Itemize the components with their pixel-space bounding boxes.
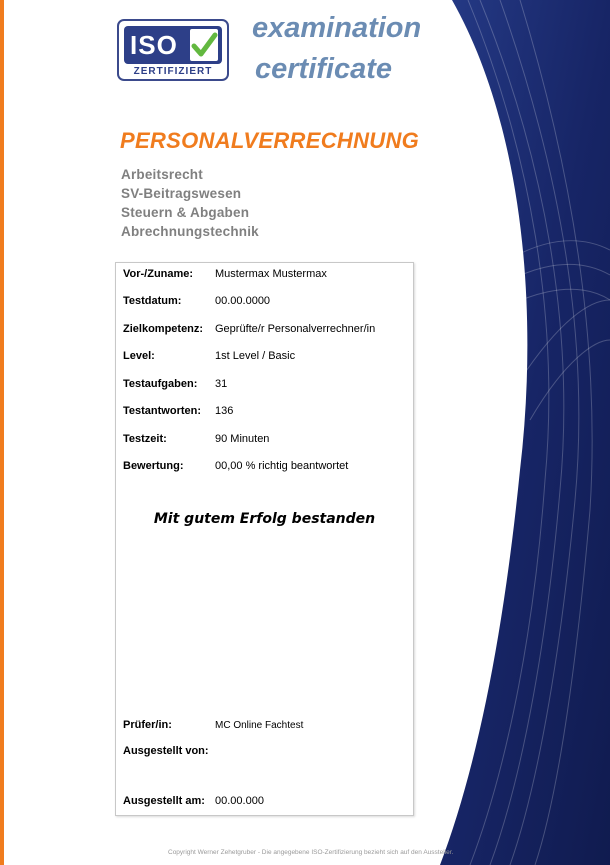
- detail-value: 136: [215, 405, 234, 417]
- topic-list: [121, 165, 259, 241]
- detail-label: Level:: [123, 350, 155, 362]
- signoff-value: 00.00.000: [215, 795, 264, 807]
- detail-value: 00,00 % richtig beantwortet: [215, 460, 349, 472]
- certificate-heading-line2: certificate: [255, 53, 393, 85]
- detail-value: 1st Level / Basic: [215, 350, 296, 362]
- topic-item: Steuern & Abgaben: [121, 205, 250, 220]
- detail-value: Geprüfte/r Personalverrechner/in: [215, 323, 376, 335]
- subject-title: PERSONALVERRECHNUNG: [120, 128, 420, 153]
- iso-certified-logo: [117, 19, 229, 81]
- check-icon: [190, 29, 218, 61]
- detail-label: Zielkompetenz:: [123, 323, 204, 335]
- topic-item: SV-Beitragswesen: [121, 186, 242, 201]
- detail-label: Testantworten:: [123, 405, 202, 417]
- detail-value: 31: [215, 378, 228, 390]
- iso-logo-caption: ZERTIFIZIERT: [133, 66, 213, 77]
- topic-item: Arbeitsrecht: [121, 167, 203, 182]
- detail-value: 90 Minuten: [215, 433, 270, 445]
- detail-label: Vor-/Zuname:: [123, 268, 194, 280]
- certificate-heading: [252, 8, 421, 90]
- result-statement: Mit gutem Erfolg bestanden: [153, 511, 376, 527]
- certificate-details-card: [115, 262, 414, 816]
- topic-item: Abrechnungstechnik: [121, 224, 259, 239]
- detail-label: Bewertung:: [123, 460, 184, 472]
- certificate-heading-line1: examination: [252, 12, 422, 44]
- detail-label: Testaufgaben:: [123, 378, 198, 390]
- detail-label: Testzeit:: [123, 433, 167, 445]
- iso-logo-text: ISO: [130, 30, 178, 60]
- detail-value: 00.00.0000: [215, 295, 271, 307]
- copyright-footer: Copyright Werner Zehetgruber - Die angegebene ISO-Zertifizierung bezieht sich auf den Aussteller.: [168, 849, 454, 856]
- signoff-label: Ausgestellt von:: [123, 745, 209, 757]
- signoff-label: Ausgestellt am:: [123, 795, 205, 807]
- iso-logo-box: [124, 26, 222, 64]
- detail-value: Mustermax Mustermax: [215, 268, 327, 280]
- signoff-label: Prüfer/in:: [123, 719, 172, 731]
- signoff-value: MC Online Fachtest: [215, 720, 304, 731]
- detail-label: Testdatum:: [123, 295, 182, 307]
